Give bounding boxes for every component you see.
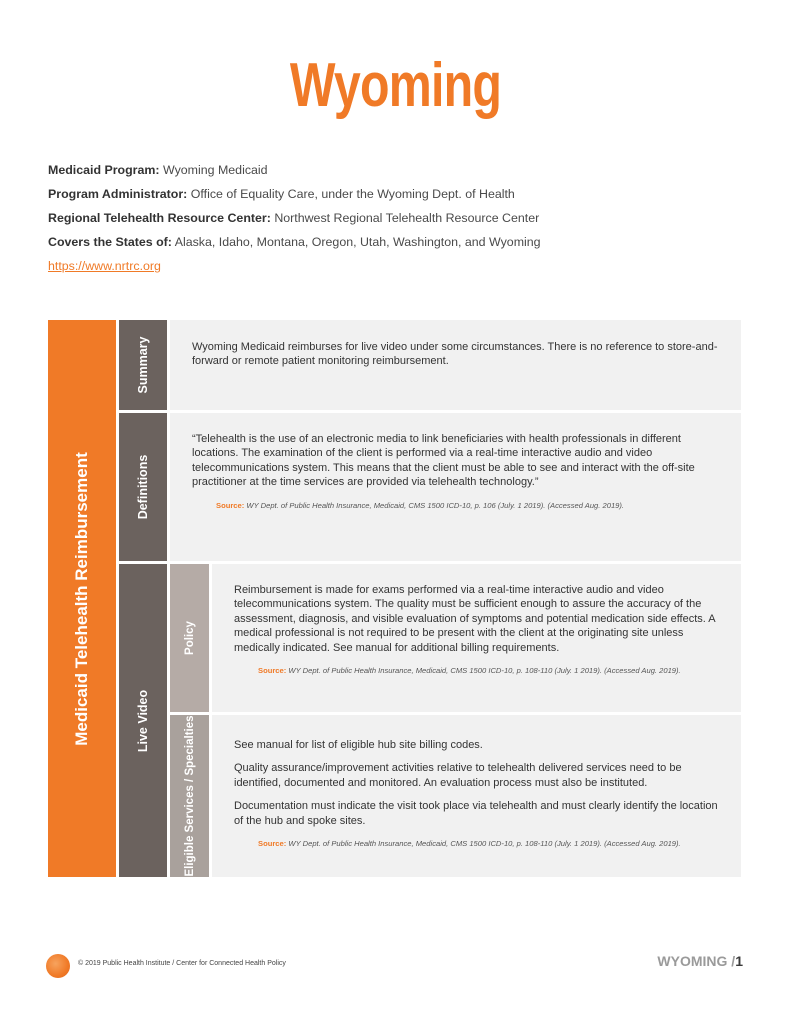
policy-source: [258, 664, 719, 678]
summary-category: [119, 320, 167, 410]
live-video-category: [119, 564, 167, 877]
footer-page-number: 1: [735, 953, 743, 969]
definitions-source: [216, 499, 719, 513]
main-category-label: Medicaid Telehealth Reimbursement: [72, 451, 91, 746]
program-admin-row: [48, 182, 541, 206]
definitions-text: “Telehealth is the use of an electronic media to link beneficiaries with health professionals in different locations. The examination of the client is performed via a real-time interactive audio and video telecommunications system. This means that the client must be able to see and interact with the off-site practitioner at the time services are provided via telehealth technology.”: [192, 433, 695, 489]
eligible-text-2: Quality assurance/improvement activities relative to telehealth delivered services need to be identified, documented and monitored. An evaluation process must also be instituted.: [234, 762, 682, 789]
covers-row: [48, 230, 541, 254]
eligible-source-label: Source:: [258, 839, 287, 849]
policy-source-text: WY Dept. of Public Health Insurance, Medicaid, CMS 1500 ICD-10, p. 108-110 (July. 1 2019). (Accessed Aug. 2019).: [288, 666, 681, 676]
medicaid-program-label: Medicaid Program:: [48, 163, 160, 177]
footer-page-label: [657, 953, 743, 969]
live-video-label: Live Video: [136, 689, 150, 752]
eligible-label: Eligible Services / Specialties: [183, 715, 196, 877]
definitions-source-text: WY Dept. of Public Health Insurance, Medicaid, CMS 1500 ICD-10, p. 106 (July. 1 2019). (Accessed Aug. 2019).: [246, 500, 625, 510]
summary-label: Summary: [136, 336, 150, 394]
medicaid-program-row: [48, 158, 541, 182]
eligible-source-text: WY Dept. of Public Health Insurance, Medicaid, CMS 1500 ICD-10, p. 108-110 (July. 1 2019). (Accessed Aug. 2019).: [288, 839, 681, 849]
definitions-label: Definitions: [136, 454, 150, 520]
policy-subcategory: [170, 564, 209, 712]
covers-value: Alaska, Idaho, Montana, Oregon, Utah, Washington, and Wyoming: [174, 235, 541, 249]
eligible-source: [258, 837, 719, 851]
page-title: Wyoming: [289, 51, 502, 120]
eligible-text-3: Documentation must indicate the visit took place via telehealth and must clearly identify the location of the hub and spoke sites.: [234, 800, 718, 827]
trc-value: Northwest Regional Telehealth Resource Center: [274, 211, 540, 225]
program-admin-value: Office of Equality Care, under the Wyoming Dept. of Health: [190, 187, 515, 201]
policy-label: Policy: [183, 621, 196, 655]
policy-source-label: Source:: [258, 666, 287, 676]
main-category-column: [48, 320, 116, 877]
eligible-subcategory: [170, 715, 209, 877]
definitions-category: [119, 413, 167, 561]
link-row: [48, 254, 541, 278]
definitions-cell: [170, 413, 741, 561]
footer-copyright: © 2019 Public Health Institute / Center for Connected Health Policy: [78, 960, 286, 967]
cchp-logo-icon: [46, 954, 70, 978]
trc-label: Regional Telehealth Resource Center:: [48, 211, 271, 225]
definitions-source-label: Source:: [216, 500, 245, 510]
policy-cell: [212, 564, 741, 712]
policy-text: Reimbursement is made for exams performed via a real-time interactive audio and video telecommunications system. The quality must be sufficient enough to assure the accuracy of the assessment, diagnosis, and visible evaluation of symptoms and potential medication side effects. A medical professional is not required to be present with the client at the originating site unless medically indicated. See manual for additional billing requirements.: [234, 584, 716, 654]
eligible-text-1: See manual for list of eligible hub site billing codes.: [234, 739, 483, 751]
summary-cell: [170, 320, 741, 410]
medicaid-program-value: Wyoming Medicaid: [163, 163, 268, 177]
eligible-cell: [212, 715, 741, 877]
footer-state: WYOMING /: [657, 953, 736, 969]
program-admin-label: Program Administrator:: [48, 187, 188, 201]
program-info: [48, 158, 541, 278]
summary-text: Wyoming Medicaid reimburses for live video under some circumstances. There is no reference to store-and-forward or remote patient monitoring reimbursement.: [192, 341, 718, 368]
trc-row: [48, 206, 541, 230]
nrtrc-link[interactable]: https://www.nrtrc.org: [48, 259, 161, 273]
covers-label: Covers the States of:: [48, 235, 172, 249]
